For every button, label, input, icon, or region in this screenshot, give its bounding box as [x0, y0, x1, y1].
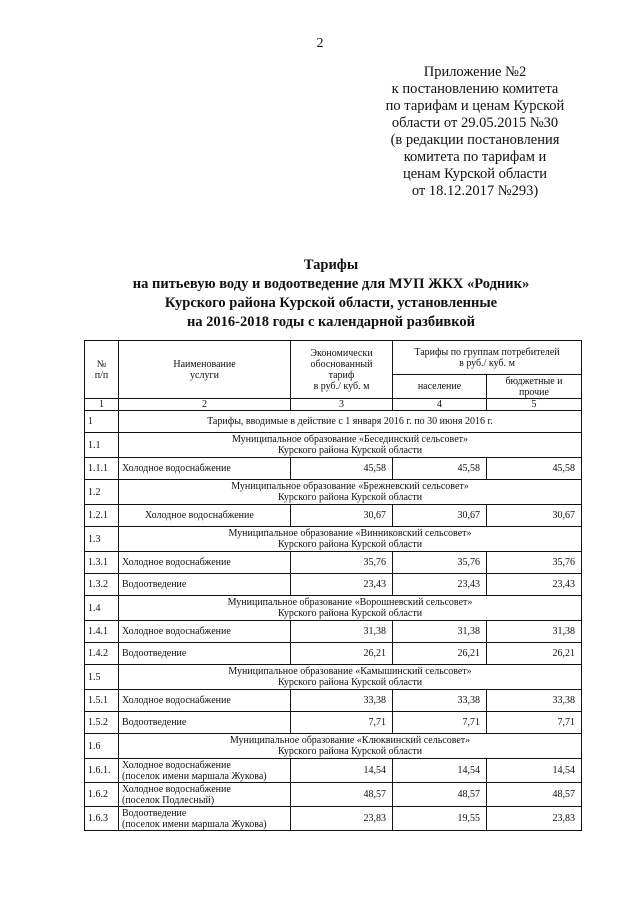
municipality-num: 1.5 [85, 665, 119, 690]
service-name: Холодное водоснабжение (поселок имени маршала Жукова) [119, 759, 291, 783]
municipality-num: 1.3 [85, 527, 119, 552]
service-name: Холодное водоснабжение [119, 552, 291, 574]
service-name: Водоотведение [119, 643, 291, 665]
appendix-line: к постановлению комитета [391, 81, 559, 97]
budget-tariff-value: 31,38 [487, 621, 582, 643]
service-row [85, 690, 582, 712]
municipality-line: Муниципальное образование «Камышинский сельсовет» [228, 666, 472, 677]
economic-tariff-value: 45,58 [291, 458, 393, 480]
municipality-num: 1.4 [85, 596, 119, 621]
municipality-name [119, 596, 582, 621]
service-num: 1.2.1 [85, 505, 119, 527]
document-title [90, 256, 572, 332]
economic-tariff-value: 30,67 [291, 505, 393, 527]
municipality-line: Курского района Курской области [277, 492, 423, 503]
municipality-line: Курского района Курской области [277, 677, 423, 688]
appendix-line: (в редакции постановления [390, 132, 560, 148]
population-tariff-value: 23,43 [393, 574, 487, 596]
header-population: население [393, 375, 487, 399]
service-row [85, 552, 582, 574]
page-number: 2 [316, 36, 324, 51]
economic-tariff-value: 48,57 [291, 783, 393, 807]
service-num: 1.5.1 [85, 690, 119, 712]
column-numbers-row [85, 399, 582, 411]
economic-tariff-value: 7,71 [291, 712, 393, 734]
budget-tariff-value: 23,43 [487, 574, 582, 596]
municipality-line: Муниципальное образование «Брежневский сельсовет» [231, 481, 469, 492]
header-service-name: Наименование услуги [119, 341, 291, 399]
budget-tariff-value: 26,21 [487, 643, 582, 665]
budget-tariff-value: 45,58 [487, 458, 582, 480]
service-name: Холодное водоснабжение [119, 458, 291, 480]
column-number: 4 [393, 399, 487, 411]
population-tariff-value: 14,54 [393, 759, 487, 783]
municipality-num: 1.1 [85, 433, 119, 458]
municipality-line: Муниципальное образование «Винниковский сельсовет» [228, 528, 472, 539]
population-tariff-value: 26,21 [393, 643, 487, 665]
municipality-num: 1.2 [85, 480, 119, 505]
service-name: Холодное водоснабжение (поселок Подлесный) [119, 783, 291, 807]
period-row [85, 411, 582, 433]
municipality-line: Муниципальное образование «Бесединский сельсовет» [231, 434, 469, 445]
economic-tariff-value: 23,43 [291, 574, 393, 596]
service-row [85, 621, 582, 643]
municipality-name [119, 433, 582, 458]
header-economic-tariff: Экономически обоснованный тариф в руб./ куб. м [291, 341, 393, 399]
population-tariff-value: 19,55 [393, 807, 487, 831]
economic-tariff-value: 23,83 [291, 807, 393, 831]
municipality-line: Курского района Курской области [277, 608, 423, 619]
population-tariff-value: 30,67 [393, 505, 487, 527]
budget-tariff-value: 14,54 [487, 759, 582, 783]
budget-tariff-value: 30,67 [487, 505, 582, 527]
municipality-name [119, 665, 582, 690]
population-tariff-value: 7,71 [393, 712, 487, 734]
column-number: 3 [291, 399, 393, 411]
service-num: 1.3.2 [85, 574, 119, 596]
service-row [85, 712, 582, 734]
municipality-line: Курского района Курской области [277, 746, 423, 757]
title-heading: Тарифы [303, 257, 359, 273]
service-row [85, 759, 582, 783]
municipality-num: 1.6 [85, 734, 119, 759]
header-consumer-groups: Тарифы по группам потребителей в руб./ куб. м [393, 341, 582, 375]
service-row [85, 643, 582, 665]
municipality-line: Муниципальное образование «Клюквинский сельсовет» [229, 735, 471, 746]
period-num: 1 [85, 411, 119, 433]
title-line: Курского района Курской области, установленные [164, 295, 498, 311]
appendix-line: по тарифам и ценам Курской [385, 98, 565, 114]
municipality-row [85, 480, 582, 505]
budget-tariff-value: 33,38 [487, 690, 582, 712]
municipality-name [119, 734, 582, 759]
appendix-block [368, 64, 582, 200]
appendix-line: Приложение №2 [423, 64, 527, 80]
tariffs-table [84, 340, 582, 831]
municipality-line: Муниципальное образование «Ворошневский сельсовет» [227, 597, 473, 608]
budget-tariff-value: 35,76 [487, 552, 582, 574]
column-number: 5 [487, 399, 582, 411]
header-budget: бюджетные и прочие [487, 375, 582, 399]
service-num: 1.6.3 [85, 807, 119, 831]
service-name: Холодное водоснабжение [119, 621, 291, 643]
service-name: Холодное водоснабжение [119, 690, 291, 712]
column-number: 1 [85, 399, 119, 411]
municipality-row [85, 527, 582, 552]
municipality-row [85, 596, 582, 621]
municipality-row [85, 665, 582, 690]
service-row [85, 574, 582, 596]
title-line: на 2016-2018 годы с календарной разбивкой [186, 314, 476, 330]
budget-tariff-value: 23,83 [487, 807, 582, 831]
appendix-line: комитета по тарифам и [403, 149, 547, 165]
service-name: Водоотведение (поселок имени маршала Жукова) [119, 807, 291, 831]
municipality-line: Курского района Курской области [277, 445, 423, 456]
service-num: 1.6.1. [85, 759, 119, 783]
population-tariff-value: 45,58 [393, 458, 487, 480]
economic-tariff-value: 35,76 [291, 552, 393, 574]
appendix-line: области от 29.05.2015 №30 [391, 115, 559, 131]
appendix-line: от 18.12.2017 №293) [411, 183, 539, 199]
economic-tariff-value: 31,38 [291, 621, 393, 643]
service-name: Водоотведение [119, 712, 291, 734]
service-name: Холодное водоснабжение [119, 505, 291, 527]
population-tariff-value: 31,38 [393, 621, 487, 643]
service-row [85, 783, 582, 807]
service-num: 1.6.2 [85, 783, 119, 807]
service-name: Водоотведение [119, 574, 291, 596]
header-num: № п/п [85, 341, 119, 399]
municipality-row [85, 734, 582, 759]
service-num: 1.3.1 [85, 552, 119, 574]
appendix-line: ценам Курской области [402, 166, 548, 182]
service-num: 1.4.1 [85, 621, 119, 643]
economic-tariff-value: 14,54 [291, 759, 393, 783]
population-tariff-value: 48,57 [393, 783, 487, 807]
service-row [85, 458, 582, 480]
service-row [85, 807, 582, 831]
budget-tariff-value: 7,71 [487, 712, 582, 734]
service-num: 1.1.1 [85, 458, 119, 480]
economic-tariff-value: 26,21 [291, 643, 393, 665]
service-num: 1.4.2 [85, 643, 119, 665]
municipality-name [119, 480, 582, 505]
service-row [85, 505, 582, 527]
column-number: 2 [119, 399, 291, 411]
municipality-name [119, 527, 582, 552]
municipality-row [85, 433, 582, 458]
service-num: 1.5.2 [85, 712, 119, 734]
period-text: Тарифы, вводимые в действие с 1 января 2016 г. по 30 июня 2016 г. [119, 411, 582, 433]
budget-tariff-value: 48,57 [487, 783, 582, 807]
population-tariff-value: 33,38 [393, 690, 487, 712]
population-tariff-value: 35,76 [393, 552, 487, 574]
economic-tariff-value: 33,38 [291, 690, 393, 712]
municipality-line: Курского района Курской области [277, 539, 423, 550]
title-line: на питьевую воду и водоотведение для МУП ЖКХ «Родник» [132, 276, 530, 292]
